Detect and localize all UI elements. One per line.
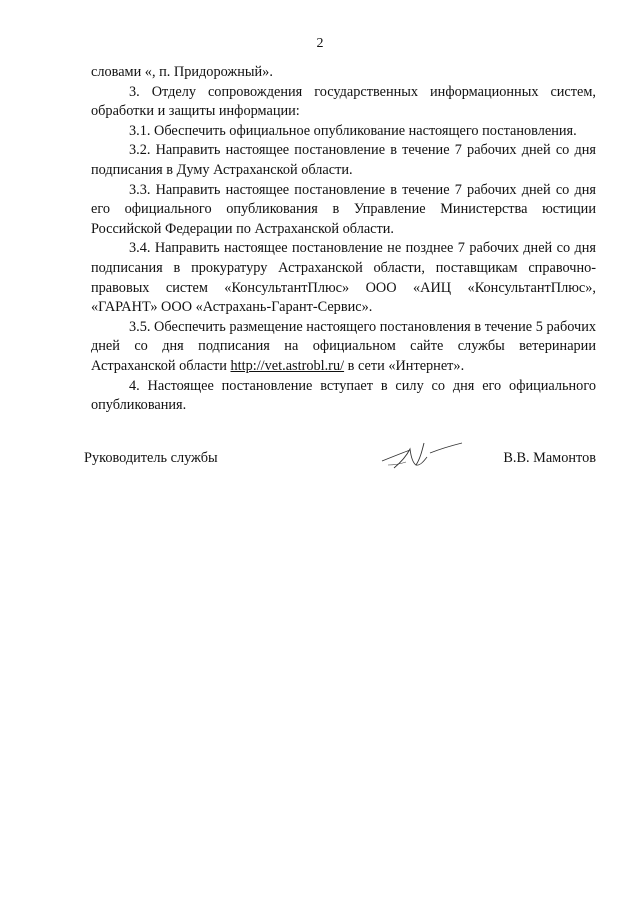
signature-block	[84, 447, 596, 477]
document-body	[91, 63, 596, 416]
paragraph-item-3-4: 3.4. Направить настоящее постановление не позднее 7 рабочих дней со дня подписания в прокуратуру Астраханской области, поставщикам справочно-правовых систем «КонсультантПлюс» ООО «АИЦ «КонсультантПлюс», «ГАРАНТ» ООО «Астрахань-Гарант-Сервис».	[91, 240, 596, 316]
paragraph-item-3-2: 3.2. Направить настоящее постановление в течение 7 рабочих дней со дня подписания в Думу Астраханской области.	[91, 142, 596, 178]
paragraph-item-3-5	[91, 318, 596, 377]
website-link[interactable]: http://vet.astrobl.ru/	[230, 357, 345, 374]
paragraph-item-3-5-tail: в сети «Интернет».	[344, 357, 465, 374]
paragraph-continuation: словами «, п. Придорожный».	[91, 64, 273, 80]
paragraph-item-3-1: 3.1. Обеспечить официальное опубликование настоящего постановления.	[129, 122, 577, 139]
paragraph-item-3-5-text: 3.5. Обеспечить размещение настоящего постановления в течение 5 рабочих дней со дня подписания на официальном сайте службы ветеринарии Астраханской области	[91, 318, 596, 374]
signatory-title: Руководитель службы	[84, 450, 218, 466]
paragraph-item-4: 4. Настоящее постановление вступает в силу со дня его официального опубликования.	[91, 377, 596, 414]
paragraph-item-3: 3. Отделу сопровождения государственных информационных систем, обработки и защиты информации:	[91, 83, 596, 120]
page-number: 2	[316, 36, 324, 51]
paragraph-item-3-3: 3.3. Направить настоящее постановление в течение 7 рабочих дней со дня его официального опубликования в Управление Министерства юстиции Российской Федерации по Астраханской области.	[91, 181, 596, 237]
signatory-name: В.В. Мамонтов	[503, 450, 596, 466]
handwritten-signature	[380, 435, 466, 475]
